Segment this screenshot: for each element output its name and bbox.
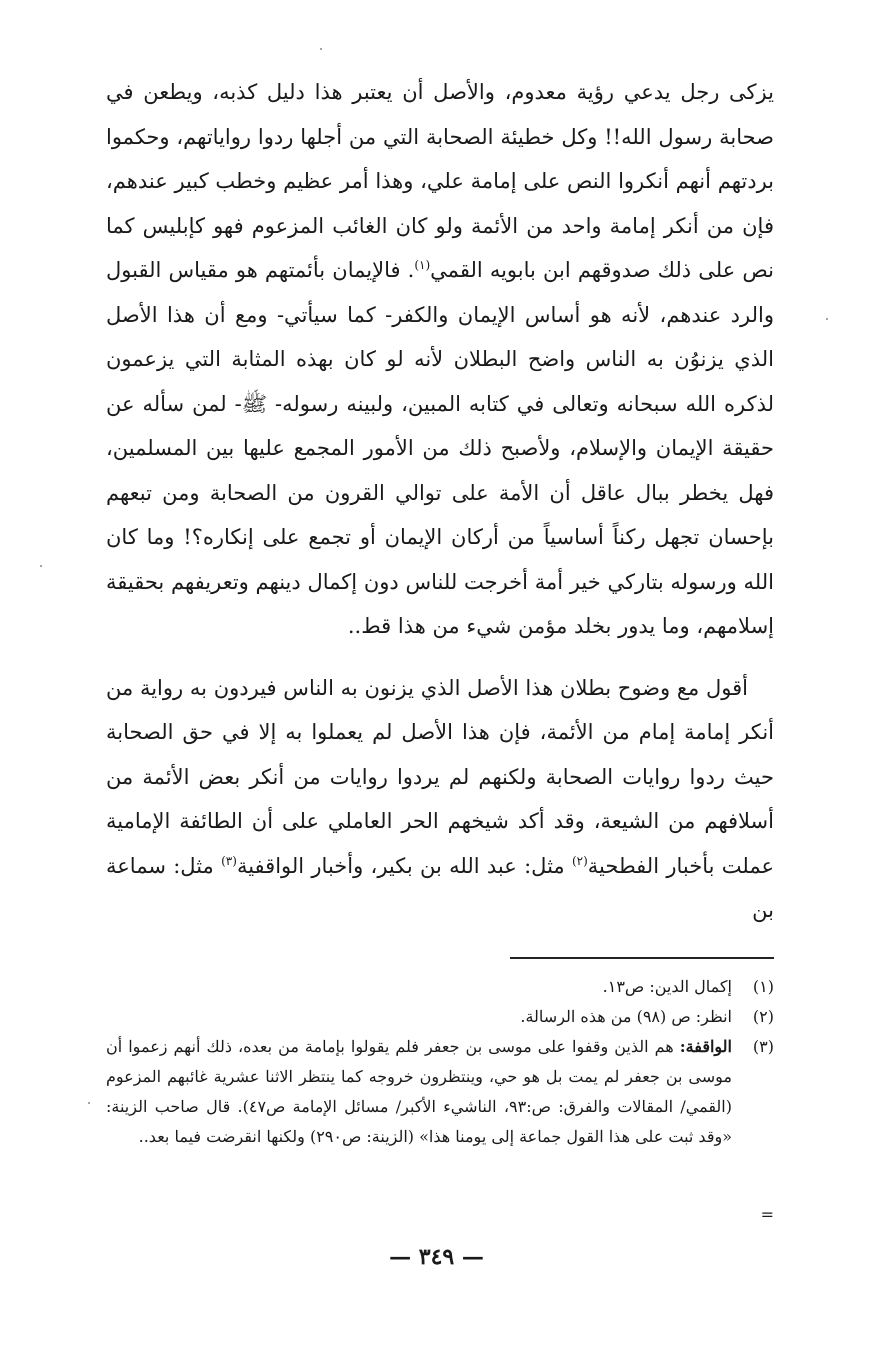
footnote-ref-3: (٣) [221,853,237,868]
paragraph-1-continuation: . فالإيمان بأئمتهم هو مقياس القبول والرد عندهم، لأنه هو أساس الإيمان والكفر- كما سيأتي- ومع أن هذا الأصل الذي يزنوُن به الناس واضح البطلان لأنه لو كان بهذه المثابة التي يزعمون لذكره الله سبحانه وتعالى في كتابه المبين، ولبينه رسوله- ﷺ- لمن سأله عن حقيقة الإيمان والإسلام، ولأصبح ذلك من الأمور المجمع عليها بين المسلمين، فهل يخطر ببال عاقل أن الأمة على توالي القرون من الصحابة ومن تبعهم بإحسان تجهل ركناً أساسياً من أركان الإيمان أو تجمع على إنكاره؟! وما كان الله ورسوله بتاركي خير أمة أخرجت للناس دون إكمال دينهم وتعريفهم بحقيقة إسلامهم، وما يدور بخلد مؤمن شيء من هذا قط.. [106,258,774,638]
page-number: — ٣٤٩ — [389,1244,484,1270]
paragraph-1-text: يزكى رجل يدعي رؤية معدوم، والأصل أن يعتبر هذا دليل كذبه، ويطعن في صحابة رسول الله!! وكل خطيئة الصحابة التي من أجلها ردوا رواياتهم، وحكموا بردتهم أنهم أنكروا النص على إمامة علي، وهذا أمر عظيم وخطب كبير عندهم، فإن من أنكر إمامة واحد من الأئمة ولو كان الغائب المزعوم فهو كإبليس كما نص على ذلك صدوقهم ابن بابويه القمي [106,80,774,282]
scan-speck [88,1102,90,1104]
paragraph-2-text-b: مثل: عبد الله بن بكير، وأخبار الواقفية [236,853,572,878]
paragraph-2-text-c: مثل: سماعة بن [106,853,774,922]
scan-speck [320,48,322,50]
footnote-separator [510,957,774,959]
footnote-ref-2: (٢) [571,853,588,868]
footnote-body [106,1032,732,1152]
paragraph-2 [106,666,774,933]
scan-speck [826,318,828,320]
footnote-3 [106,1032,774,1152]
footnote-term: الواقفة: [679,1037,732,1056]
main-text [106,70,774,933]
paragraph-1 [106,70,774,649]
footnote-number: (١) [752,977,774,996]
footnote-1 [106,972,774,1002]
footnote-number: (٣) [752,1037,774,1056]
footnote-ref-1: (١) [414,258,431,272]
footnote-text: إكمال الدين: ص١٣. [602,977,732,996]
footnote-number: (٢) [752,1007,774,1026]
footnote-end-mark: = [760,1205,774,1224]
footnote-2 [106,1002,774,1032]
scan-speck [40,565,42,567]
footnote-text: انظر: ص (٩٨) من هذه الرسالة. [520,1007,732,1026]
footnote-text: هم الذين وقفوا على موسى بن جعفر فلم يقولوا بإمامة من بعده، ذلك أنهم زعموا أن موسى بن جعفر لم يمت بل هو حي، وينتظرون خروجه كما ينتظر الاثنا عشرية غائبهم المزعوم (القمي/ المقالات والفرق: ص:٩٣، الناشيء الأكبر/ مسائل الإمامة ص٤٧). قال صاحب الزينة: «وقد ثبت على هذا القول جماعة إلى يومنا هذا» (الزينة: ص٢٩٠) ولكنها انقرضت فيما بعد.. [106,1037,733,1146]
paragraph-2-text-a: أقول مع وضوح بطلان هذا الأصل الذي يزنون به الناس فيردون به رواية من أنكر إمامة إمام من الأئمة، فإن هذا الأصل لم يعملوا به إلا في حق الصحابة حيث ردوا روايات الصحابة ولكنهم لم يردوا روايات من أنكر بعض الأئمة من أسلافهم من الشيعة، وقد أكد شيخهم الحر العاملي على أن الطائفة الإمامية عملت بأخبار الفطحية [106,675,774,878]
footnotes [106,972,774,1152]
